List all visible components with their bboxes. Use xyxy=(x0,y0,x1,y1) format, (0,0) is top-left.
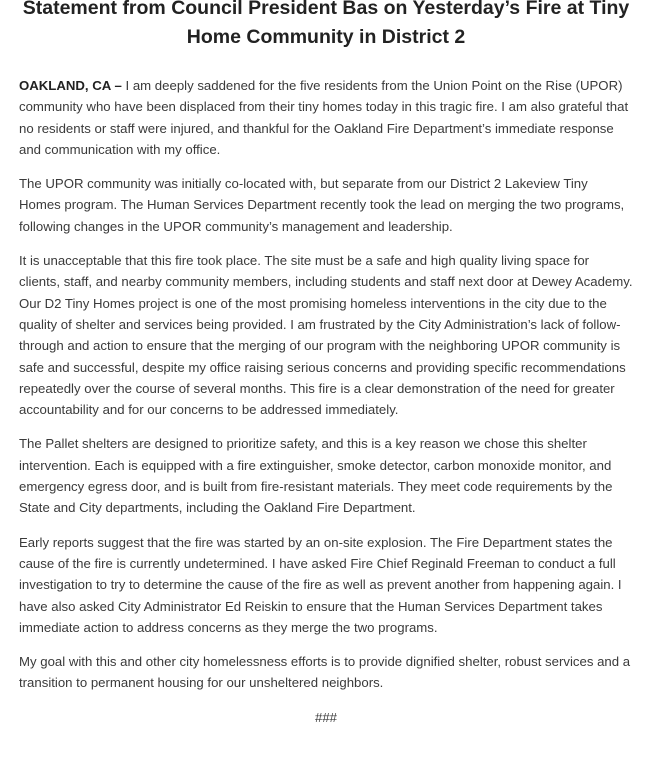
paragraph-3: It is unacceptable that this fire took place. The site must be a safe and high quality living space for clients, staff, and nearby community members, including students and staff next door at Dewey Academy. Our D2 Tiny Homes project is one of the most promising homeless interventions in the city due to the quality of shelter and services being provided. I am frustrated by the City Administration’s lack of follow-through and action to ensure that the merging of our program with the neighboring UPOR community is safe and successful, despite my office raising serious concerns and providing specific recommendations repeatedly over the course of several months. This fire is a clear demonstration of the need for greater accountability and for our concerns to be addressed immediately. xyxy=(19,253,633,418)
paragraph-1-text: I am deeply saddened for the five residents from the Union Point on the Rise (UPOR) community who have been displaced from their tiny homes today in this tragic fire. I am also grateful that no residents or staff were injured, and thankful for the Oakland Fire Department’s immediate response and communication with my office. xyxy=(19,78,629,157)
statement-body xyxy=(19,75,633,694)
paragraph-6: My goal with this and other city homelessness efforts is to provide dignified shelter, robust services and a transition to permanent housing for our unsheltered neighbors. xyxy=(19,654,631,691)
paragraph-5: Early reports suggest that the fire was started by an on-site explosion. The Fire Department states the cause of the fire is currently undetermined. I have asked Fire Chief Reginald Freeman to conduct a full investigation to try to determine the cause of the fire as well as prevent another from happening again. I have also asked City Administrator Ed Reiskin to ensure that the Human Services Department takes immediate action to address concerns as they merge the two programs. xyxy=(19,534,622,635)
paragraph-2: The UPOR community was initially co-located with, but separate from our District 2 Lakeview Tiny Homes program. The Human Services Department recently took the lead on merging the two programs, following changes in the UPOR community’s management and leadership. xyxy=(19,176,625,234)
dateline: OAKLAND, CA – xyxy=(19,78,122,93)
statement-title: Statement from Council President Bas on Yesterday’s Fire at Tiny Home Community in District 2 xyxy=(22,0,630,48)
paragraph-4: The Pallet shelters are designed to prioritize safety, and this is a key reason we chose this shelter intervention. Each is equipped with a fire extinguisher, smoke detector, carbon monoxide monitor, and emergency egress door, and is built from fire-resistant materials. They meet code requirements by the State and City departments, including the Oakland Fire Department. xyxy=(19,436,613,516)
closing-marker: ### xyxy=(314,709,337,725)
paragraph-1 xyxy=(19,75,633,160)
